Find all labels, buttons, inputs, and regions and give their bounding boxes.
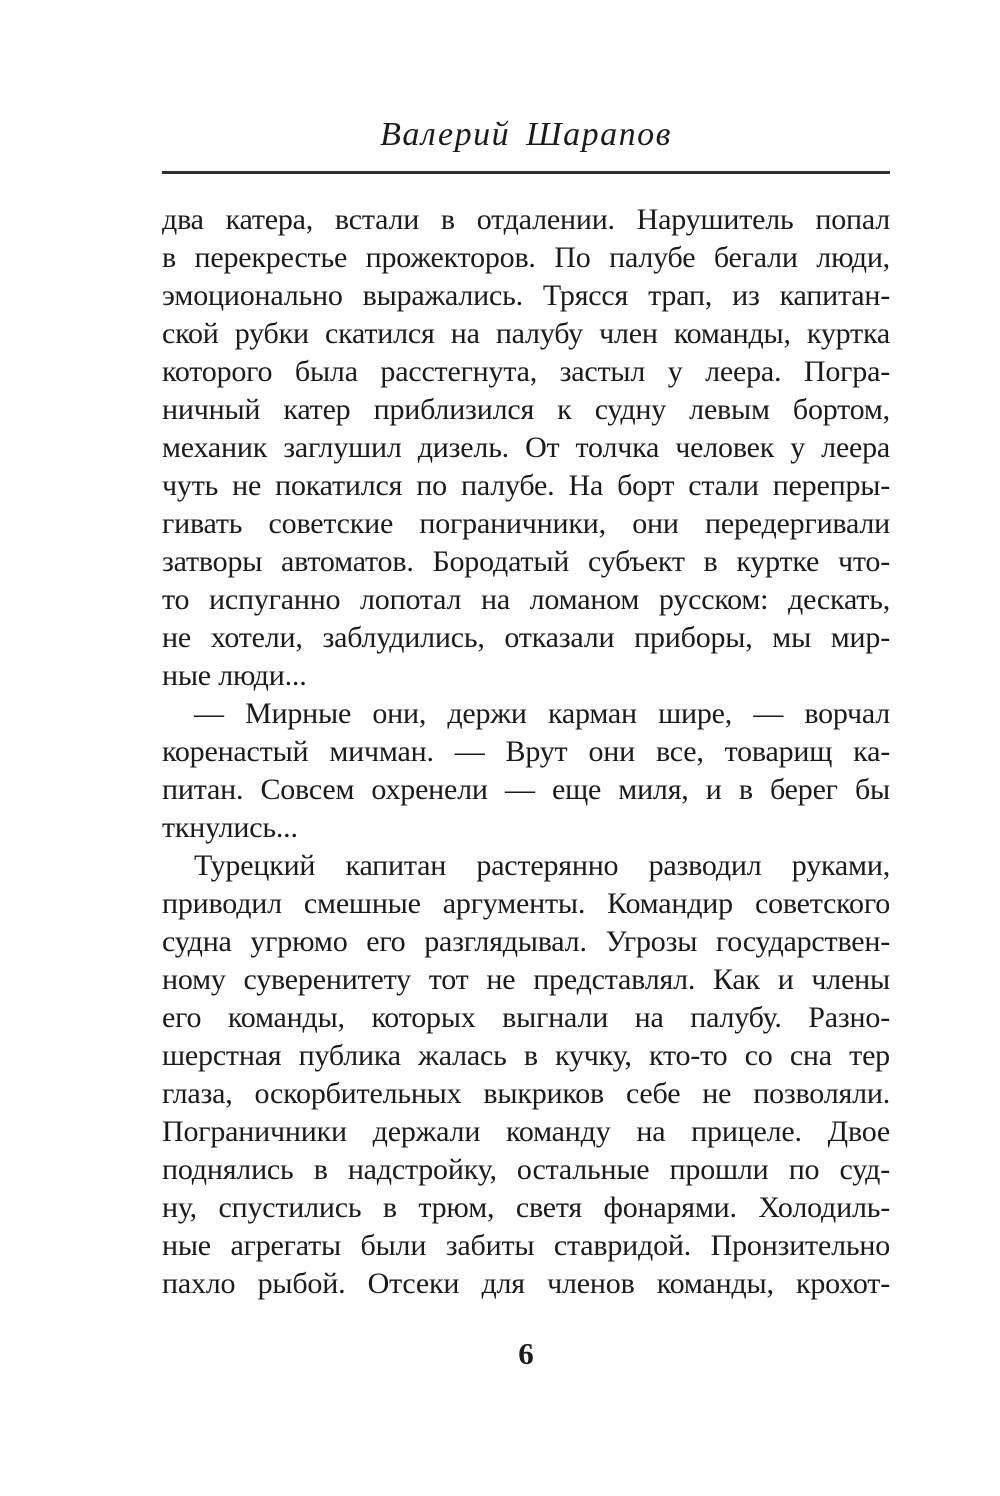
text-line: чуть не покатился по палубе. На борт стали перепры-	[162, 469, 890, 502]
text-block	[162, 201, 890, 1303]
text-line: его команды, которых выгнали на палубу. Разно-	[162, 1001, 890, 1034]
text-line: эмоционально выражались. Трясся трап, из капитан-	[162, 279, 890, 312]
text-line: два катера, встали в отдалении. Нарушитель попал	[162, 203, 890, 236]
text-line: судна угрюмо его разглядывал. Угрозы государствен-	[162, 925, 890, 958]
text-line: механик заглушил дизель. От толчка человек у леера	[162, 431, 890, 464]
text-line: то испуганно лопотал на ломаном русском: дескать,	[162, 583, 890, 616]
text-line: ные агрегаты были забиты ставридой. Пронзительно	[162, 1229, 890, 1262]
text-line: ничный катер приблизился к судну левым бортом,	[162, 393, 890, 426]
text-line: в перекрестье прожекторов. По палубе бегали люди,	[162, 241, 890, 274]
page-number: 6	[518, 1336, 534, 1371]
text-line: затворы автоматов. Бородатый субъект в куртке что-	[162, 545, 890, 578]
text-line: поднялись в надстройку, остальные прошли по суд-	[162, 1153, 890, 1186]
header-rule	[162, 171, 890, 174]
text-line: приводил смешные аргументы. Командир советского	[162, 887, 890, 920]
text-line: ные люди...	[162, 659, 307, 692]
text-line: пахло рыбой. Отсеки для членов команды, крохот-	[162, 1267, 890, 1300]
text-line: гивать советские пограничники, они передергивали	[162, 507, 890, 540]
text-line: ской рубки скатился на палубу член команды, куртка	[162, 317, 890, 350]
text-line: глаза, оскорбительных выкриков себе не позволяли.	[162, 1077, 890, 1110]
text-line: питан. Совсем охренели — еще миля, и в берег бы	[162, 773, 890, 806]
text-line: — Мирные они, держи карман шире, — ворчал	[194, 697, 890, 730]
text-line: шерстная публика жалась в кучку, кто-то со сна тер	[162, 1039, 890, 1072]
text-line: Пограничники держали команду на прицеле. Двое	[162, 1115, 890, 1148]
text-line: ну, спустились в трюм, светя фонарями. Холодиль-	[162, 1191, 890, 1224]
text-line: коренастый мичман. — Врут они все, товарищ ка-	[162, 735, 890, 768]
text-line: ному суверенитету тот не представлял. Как и члены	[162, 963, 890, 996]
text-line: не хотели, заблудились, отказали приборы, мы мир-	[162, 621, 890, 654]
running-head-author: Валерий Шарапов	[380, 116, 672, 153]
text-line: ткнулись...	[162, 811, 298, 844]
text-line: Турецкий капитан растерянно разводил руками,	[194, 849, 890, 882]
text-line: которого была расстегнута, застыл у леера. Погра-	[162, 355, 890, 388]
